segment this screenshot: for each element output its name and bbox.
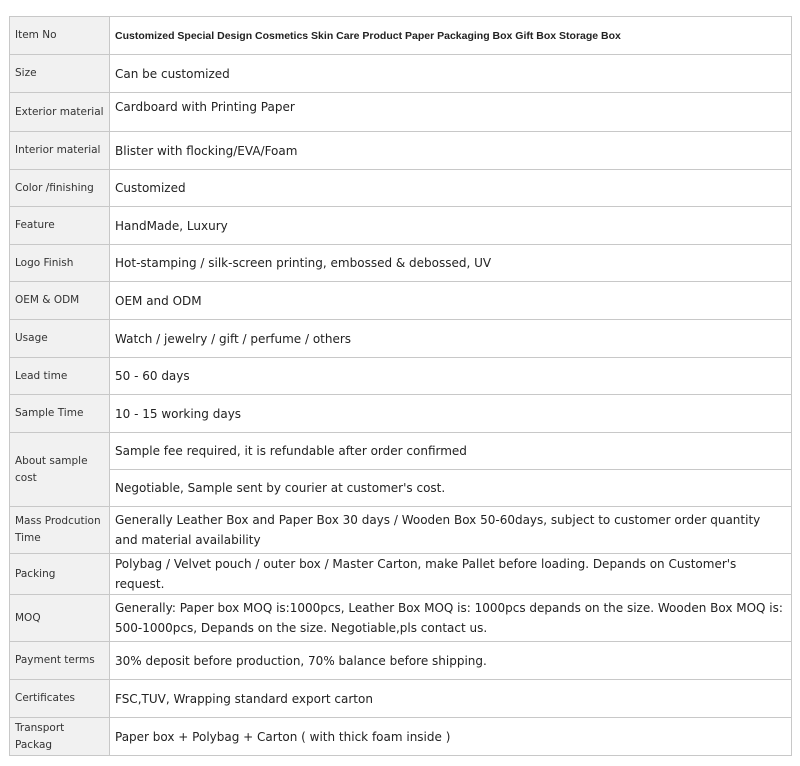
- row-label-usage: Usage: [10, 320, 110, 358]
- row-label-exterior-material: Exterior material: [10, 93, 110, 132]
- row-label-transport-packaging: Transport Packag: [10, 718, 110, 756]
- table-row: [10, 320, 792, 358]
- row-value-mass-production-time: Generally Leather Box and Paper Box 30 days / Wooden Box 50-60days, subject to customer order quantity and material availability: [110, 507, 792, 554]
- row-label-sample-time: Sample Time: [10, 395, 110, 433]
- row-label-size: Size: [10, 55, 110, 93]
- table-row: [10, 55, 792, 93]
- row-value-sample-fee: Sample fee required, it is refundable after order confirmed: [110, 433, 792, 470]
- row-label-mass-production-time: Mass Prodcution Time: [10, 507, 110, 554]
- row-value-packing: Polybag / Velvet pouch / outer box / Master Carton, make Pallet before loading. Depands on Customer's request.: [110, 554, 792, 595]
- row-value-certificates: FSC,TUV, Wrapping standard export carton: [110, 680, 792, 718]
- row-label-color-finishing: Color /finishing: [10, 170, 110, 207]
- row-label-feature: Feature: [10, 207, 110, 245]
- row-value-item-no: Customized Special Design Cosmetics Skin Care Product Paper Packaging Box Gift Box Storage Box: [110, 17, 792, 55]
- product-spec-table: [9, 16, 792, 756]
- table-row: [10, 642, 792, 680]
- row-value-color-finishing: Customized: [110, 170, 792, 207]
- table-row: [10, 358, 792, 395]
- row-label-packing: Packing: [10, 554, 110, 595]
- table-row: [10, 718, 792, 756]
- row-label-about-sample-cost: About sample cost: [10, 433, 110, 507]
- row-value-payment-terms: 30% deposit before production, 70% balance before shipping.: [110, 642, 792, 680]
- row-value-sample-negotiable: Negotiable, Sample sent by courier at customer's cost.: [110, 470, 792, 507]
- table-row: [10, 595, 792, 642]
- row-value-exterior-material: Cardboard with Printing Paper: [110, 93, 792, 132]
- row-label-item-no: Item No: [10, 17, 110, 55]
- table-row: [10, 470, 792, 507]
- row-value-feature: HandMade, Luxury: [110, 207, 792, 245]
- row-value-size: Can be customized: [110, 55, 792, 93]
- row-value-sample-time: 10 - 15 working days: [110, 395, 792, 433]
- row-label-oem-odm: OEM & ODM: [10, 282, 110, 320]
- table-row: [10, 282, 792, 320]
- table-row: [10, 245, 792, 282]
- table-row: [10, 17, 792, 55]
- table-row: [10, 207, 792, 245]
- row-value-moq: Generally: Paper box MOQ is:1000pcs, Leather Box MOQ is: 1000pcs depands on the size. Wooden Box MOQ is: 500-1000pcs, Depands on the size. Negotiable,pls contact us.: [110, 595, 792, 642]
- row-value-oem-odm: OEM and ODM: [110, 282, 792, 320]
- row-label-payment-terms: Payment terms: [10, 642, 110, 680]
- row-label-certificates: Certificates: [10, 680, 110, 718]
- table-row: [10, 132, 792, 170]
- table-row: [10, 554, 792, 595]
- table-row: [10, 680, 792, 718]
- table-row: [10, 395, 792, 433]
- row-value-usage: Watch / jewelry / gift / perfume / others: [110, 320, 792, 358]
- table-row: [10, 93, 792, 132]
- row-label-interior-material: Interior material: [10, 132, 110, 170]
- table-row: [10, 507, 792, 554]
- row-value-transport-packaging: Paper box + Polybag + Carton ( with thick foam inside ): [110, 718, 792, 756]
- row-label-lead-time: Lead time: [10, 358, 110, 395]
- table-row: [10, 170, 792, 207]
- row-value-interior-material: Blister with flocking/EVA/Foam: [110, 132, 792, 170]
- table-row: [10, 433, 792, 470]
- row-label-moq: MOQ: [10, 595, 110, 642]
- row-value-logo-finish: Hot-stamping / silk-screen printing, embossed & debossed, UV: [110, 245, 792, 282]
- row-value-lead-time: 50 - 60 days: [110, 358, 792, 395]
- row-label-logo-finish: Logo Finish: [10, 245, 110, 282]
